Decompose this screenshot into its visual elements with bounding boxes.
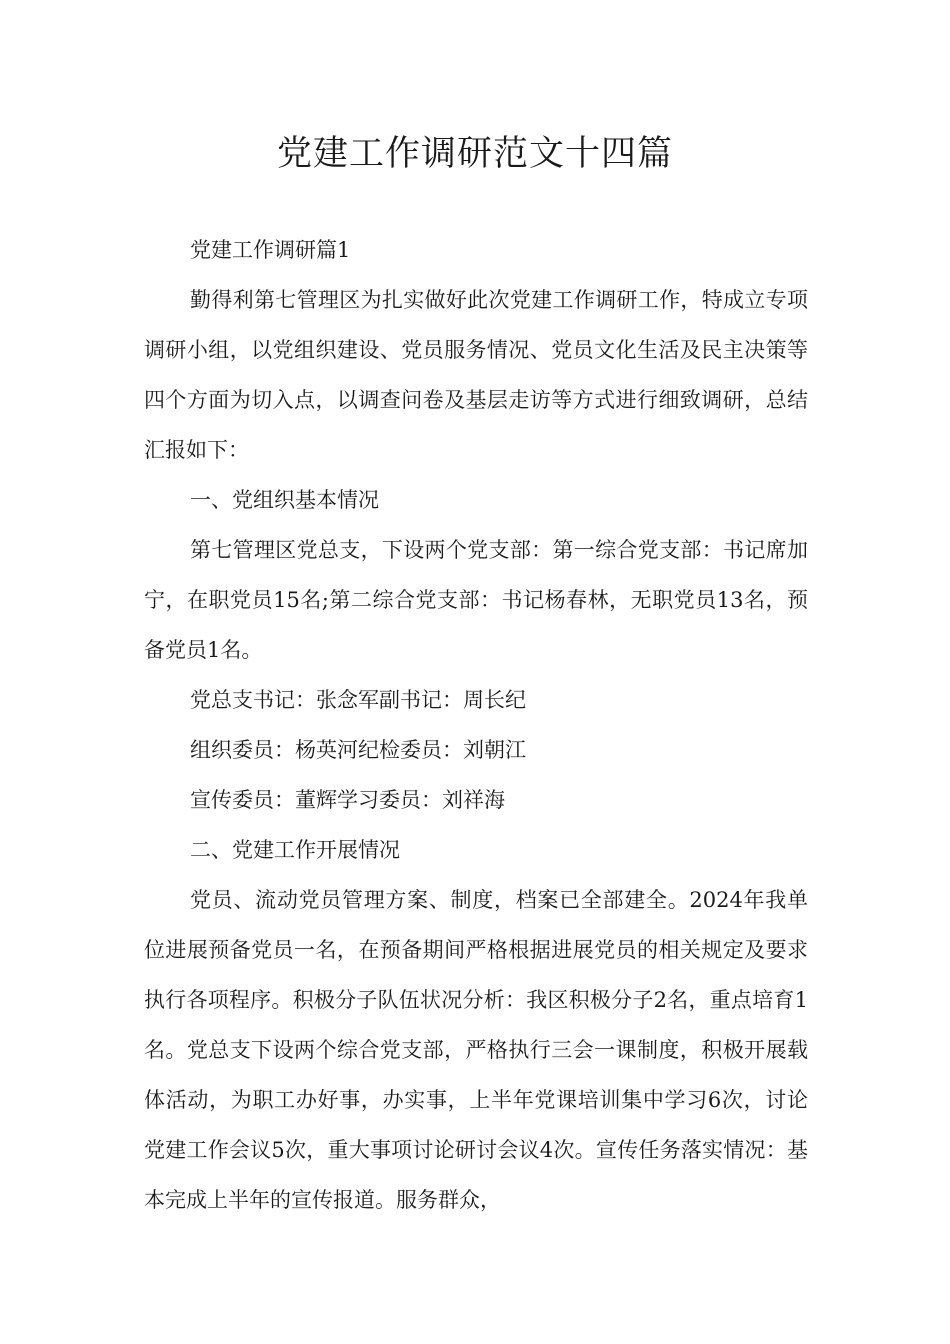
publicity-committee-line: 宣传委员：董辉学习委员：刘祥海 — [190, 788, 505, 812]
work-status-paragraph: 党员、流动党员管理方案、制度，档案已全部建全。2024年我单位进展预备党员一名，在预备期间严格根据进展党员的相关规定及要求执行各项程序。积极分子队伍状况分析：我区积极分子2名，重点培育1名。党总支下设两个综合党支部，严格执行三会一课制度，积极开展载体活动，为职工办好事，办实事，上半年党课培训集中学习6次，讨论党建工作会议5次，重大事项讨论研讨会议4次。宣传任务落实情况：基本完成上半年的宣传报道。服务群众， — [144, 888, 808, 1212]
section-heading-basic-info: 一、党组织基本情况 — [190, 488, 379, 512]
section-heading-work-status: 二、党建工作开展情况 — [190, 838, 400, 862]
document-title: 党建工作调研范文十四篇 — [276, 134, 673, 174]
section-heading-part1: 党建工作调研篇1 — [190, 238, 351, 262]
document-body — [144, 225, 808, 1225]
organization-committee-line: 组织委员：杨英河纪检委员：刘朝江 — [190, 738, 526, 762]
branch-structure-paragraph: 第七管理区党总支，下设两个党支部：第一综合党支部：书记席加宁，在职党员15名;第二综合党支部：书记杨春林，无职党员13名，预备党员1名。 — [144, 538, 808, 662]
intro-paragraph: 勤得利第七管理区为扎实做好此次党建工作调研工作，特成立专项调研小组，以党组织建设、党员服务情况、党员文化生活及民主决策等四个方面为切入点，以调查问卷及基层走访等方式进行细致调研，总结汇报如下： — [144, 288, 808, 462]
secretary-line: 党总支书记：张念军副书记：周长纪 — [190, 688, 526, 712]
